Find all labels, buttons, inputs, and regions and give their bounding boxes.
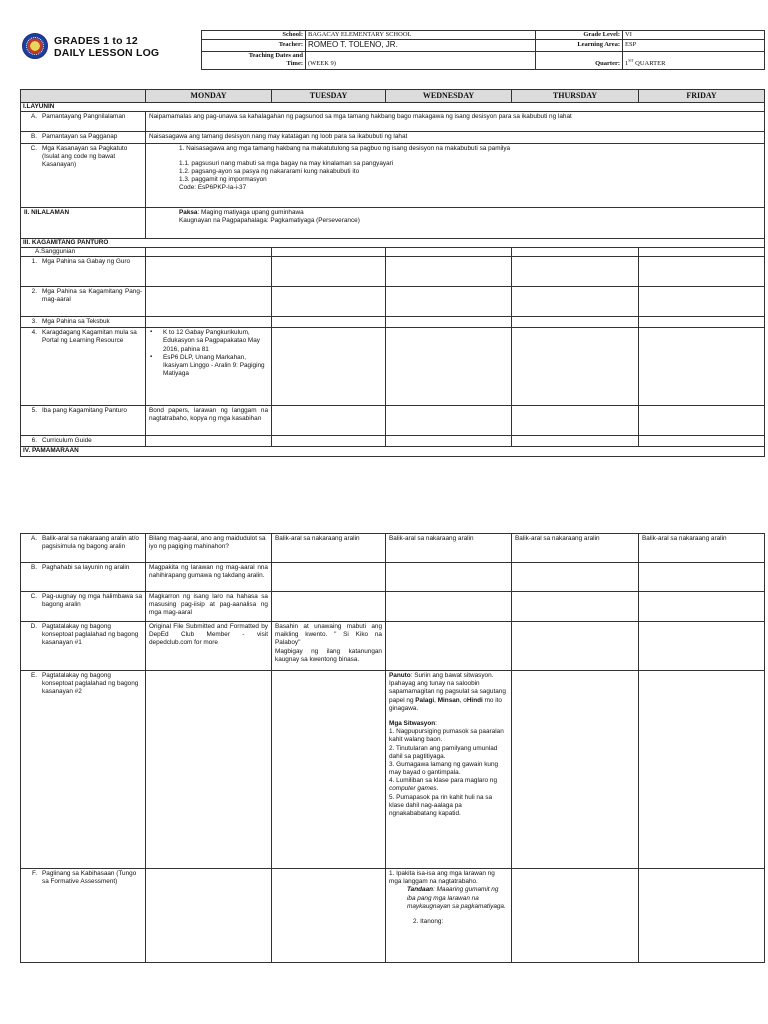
row-number: 1. bbox=[31, 257, 37, 265]
sitwasyon-title: Mga Sitwasyon bbox=[389, 719, 436, 727]
balik-aral-friday: Balik-aral sa nakaraang aralin bbox=[639, 534, 765, 563]
pamantayan-sa-pagganap-text: Naisasagawa ang tamang desisyon nang may katatagan ng loob para sa ikabubuti ng lahat bbox=[146, 132, 765, 143]
row-number: A. bbox=[30, 113, 37, 121]
day-header-tuesday: TUESDAY bbox=[272, 90, 386, 103]
row-label: Mga Pahina sa Teksbuk bbox=[42, 317, 110, 325]
row-label: Iba pang Kagamitang Panturo bbox=[42, 407, 127, 415]
kasanayan-code: Code: EsP6PKP-Ia-i-37 bbox=[179, 184, 247, 192]
row-number: B. bbox=[30, 564, 37, 571]
sitwasyon-2: 2. Tinutularan ang pamilyang umunlad dahil sa pagtitiyaga. bbox=[389, 744, 498, 760]
iba-pang-kagamitan-text: Bond papers, larawan ng langgam na nagtatrabaho, kopya ng mga kasabihan bbox=[146, 406, 272, 436]
day-header-row bbox=[21, 90, 765, 103]
row-number: F. bbox=[32, 870, 37, 877]
row-teksbuk bbox=[21, 316, 765, 327]
row-label: Pagtatalakay ng bagong konseptoat paglalahad ng bagong kasanayan #1 bbox=[42, 623, 139, 647]
teaching-dates-label bbox=[202, 51, 306, 69]
day-header-wednesday: WEDNESDAY bbox=[386, 90, 512, 103]
tandaan-text: : Maaaring gumamit ng iba pang mga larawan na maykaugnayan sa pagkamatiyaga. bbox=[407, 886, 506, 910]
row-karagdagang-kagamitan bbox=[21, 328, 765, 406]
quarter-number: 1 bbox=[625, 60, 629, 68]
kasanayan-main: 1. Naisasagawa ang mga tamang hakbang na makatutulong sa pagbuo ng isang desisyon na makabubuti sa pamilya bbox=[179, 144, 511, 152]
row-label: Paghahabi sa layunin ng aralin bbox=[42, 564, 130, 571]
pagtatalakay-1-tuesday-questions: Magbigay ng ilang katanungan kaugnay sa kwentong binasa. bbox=[275, 647, 382, 663]
paksa-label: Paksa bbox=[179, 208, 198, 216]
day-header-thursday: THURSDAY bbox=[512, 90, 639, 103]
paglinang-step-1: 1. Ipakita isa-isa ang mga larawan ng mga langgam na nagtatrabaho. bbox=[389, 870, 495, 886]
row-number: C. bbox=[30, 144, 37, 152]
row-number: B. bbox=[30, 133, 37, 141]
form-title-line1: GRADES 1 to 12 bbox=[54, 35, 138, 47]
quarter-word: QUARTER bbox=[633, 60, 666, 68]
quarter-value bbox=[623, 51, 765, 69]
day-header-friday: FRIDAY bbox=[639, 90, 765, 103]
teaching-dates-label-line1: Teaching Dates and bbox=[248, 52, 303, 60]
lesson-log-table-part1 bbox=[20, 89, 765, 457]
row-note-line2: Kasanayan) bbox=[42, 160, 77, 168]
quarter-label: Quarter: bbox=[536, 51, 623, 69]
paksa-text: : Maging matiyaga upang guminhawa bbox=[197, 208, 304, 216]
row-number: 2. bbox=[31, 287, 37, 295]
row-number: 6. bbox=[31, 437, 37, 445]
sanggunian-label: A.Sanggunian bbox=[21, 247, 146, 256]
row-number: D. bbox=[30, 623, 37, 630]
bullet-icon: ▪ bbox=[150, 329, 153, 336]
paglinang-wednesday bbox=[386, 869, 512, 963]
day-header-monday: MONDAY bbox=[146, 90, 272, 103]
row-label: Pamantayan sa Pagganap bbox=[42, 133, 118, 141]
row-number: C. bbox=[30, 593, 37, 600]
row-label: Mga Pahina sa Gabay ng Guro bbox=[42, 257, 131, 265]
row-pagtatalakay-1 bbox=[21, 622, 765, 671]
row-paghahabi bbox=[21, 563, 765, 592]
paglinang-step-2: 2. Itanong: bbox=[413, 917, 444, 925]
resource-1: K to 12 Gabay Pangkurikulum, Edukasyon sa Pagpapakatao May 2016, pahina 81 bbox=[163, 329, 260, 353]
row-number: 3. bbox=[31, 317, 37, 325]
row-curriculum-guide bbox=[21, 436, 765, 447]
row-pamantayan-sa-pagganap bbox=[21, 132, 765, 143]
kasanayan-sub-1: 1.1. pagsusuri nang mabuti sa mga bagay na may kinalaman sa pangyayari bbox=[179, 159, 394, 167]
row-number: 4. bbox=[31, 329, 37, 337]
row-note-line1: (Isulat ang code ng bawat bbox=[42, 152, 116, 160]
row-number: 5. bbox=[31, 407, 37, 415]
panuto-end: mo ito ginagawa. bbox=[389, 696, 502, 712]
row-number: E. bbox=[30, 672, 37, 679]
pagtatalakay-2-wednesday bbox=[386, 671, 512, 869]
resource-2: EsP6 DLP, Unang Markahan, Ikasiyam Linggo - Aralin 9: Pagiging Matiyaga bbox=[163, 353, 265, 378]
sitwasyon-5: 5. Pumapasok pa rin kahit huli na sa klase dahil nag-aalaga pa ngnakababatang kapatid. bbox=[389, 793, 493, 817]
paghahabi-monday: Magpakita ng larawan ng mag-aaral nna nahihirapang gumawa ng takdang aralin. bbox=[146, 563, 272, 592]
header-info-table bbox=[201, 30, 765, 70]
kasanayan-sub-2: 1.2. pagsang-ayon sa pasya ng nakararami kung nakabubuti ito bbox=[179, 167, 360, 175]
row-label: Pamantayang Pangnilalaman bbox=[42, 113, 126, 121]
grade-level-value: VI bbox=[623, 31, 765, 40]
sitwasyon-colon: : bbox=[435, 719, 437, 727]
sitwasyon-4-end: . bbox=[436, 785, 439, 793]
grade-level-label: Grade Level: bbox=[536, 31, 623, 40]
row-label: Curriculum Guide bbox=[42, 437, 92, 445]
row-kagamitang-pang-mag-aaral bbox=[21, 286, 765, 316]
section-kagamitang-panturo: III. KAGAMITANG PANTURO bbox=[21, 238, 765, 247]
balik-aral-wednesday: Balik-aral sa nakaraang aralin bbox=[386, 534, 512, 563]
separator: , o bbox=[459, 696, 467, 704]
row-label: Pag-uugnay ng mga halimbawa sa bagong aralin bbox=[42, 593, 142, 609]
row-iba-pang-kagamitan bbox=[21, 406, 765, 436]
row-label: Paglinang sa Kabihasaan (Tungo sa Formative Assessment) bbox=[42, 870, 137, 886]
pag-uugnay-monday: Magkarron ng isang laro na hahasa sa masusing pag-iisip at pag-aanalisa ng mga mag-aaral bbox=[146, 592, 272, 622]
teacher-label: Teacher: bbox=[202, 40, 306, 51]
kaugnayan-text: Kaugnayan na Pagpapahalaga: Pagkamatiyaga (Perseverance) bbox=[179, 216, 360, 224]
row-label: Mga Kasanayan sa Pagkatuto bbox=[42, 144, 128, 152]
row-label: Balik-aral sa nakaraang aralin at/o pagsisimula ng bagong aralin bbox=[42, 535, 139, 551]
section-pamamaraan: IV. PAMAMARAAN bbox=[21, 447, 765, 456]
row-label: Mga Pahina sa Kagamitang Pang-mag-aaral bbox=[42, 287, 142, 304]
panuto-label: Panuto bbox=[389, 672, 411, 679]
row-nilalaman bbox=[21, 207, 765, 238]
school-value: BAGACAY ELEMENTARY SCHOOL bbox=[306, 31, 536, 40]
option-minsan: Minsan bbox=[437, 696, 460, 704]
pagtatalakay-1-monday: Original File Submitted and Formatted by DepEd Club Member - visit depedclub.com for more bbox=[146, 622, 272, 671]
teaching-dates-label-line2: Time: bbox=[286, 60, 303, 68]
option-palagi: Palagi bbox=[415, 696, 435, 704]
row-pag-uugnay bbox=[21, 592, 765, 622]
pagtatalakay-1-tuesday-reading: Basahin at unawaing mabuti ang maikling kwento. " Si Kiko na Palaboy" bbox=[275, 623, 382, 647]
quarter-ordinal: ST bbox=[628, 58, 634, 64]
balik-aral-monday: Bilang mag-aaral, ano ang maidudulot sa iyo ng pagiging mahinahon? bbox=[146, 534, 272, 563]
sitwasyon-4-italic: computer games bbox=[389, 785, 437, 793]
sitwasyon-4 bbox=[389, 777, 508, 793]
option-hindi: Hindi bbox=[466, 696, 483, 704]
section-nilalaman: II. NILALAMAN bbox=[21, 207, 146, 238]
tandaan-label: Tandaan bbox=[407, 886, 434, 894]
deped-logo bbox=[22, 33, 48, 59]
section-layunin: I.LAYUNIN bbox=[21, 103, 765, 112]
pamantayang-pangnilalaman-text: Naipamamalas ang pag-unawa sa kahalagahan ng pagsunod sa mga tamang hakbang bago makagawa ng isang desisyon para sa ikabubuti ng lahat bbox=[146, 112, 765, 132]
learning-area-value: ESP bbox=[623, 40, 765, 51]
kasanayan-sub-3: 1.3. paggamit ng impormasyon bbox=[179, 176, 267, 184]
day-header-blank bbox=[21, 90, 146, 103]
balik-aral-tuesday: Balik-aral sa nakaraang aralin bbox=[272, 534, 386, 563]
separator: , bbox=[434, 696, 438, 704]
row-paglinang bbox=[21, 869, 765, 963]
bullet-icon: ▪ bbox=[150, 353, 153, 360]
row-number: A. bbox=[30, 535, 37, 542]
row-sanggunian bbox=[21, 247, 765, 256]
balik-aral-thursday: Balik-aral sa nakaraang aralin bbox=[512, 534, 639, 563]
sitwasyon-3: 3. Gumagawa lamang ng gawain kung may bayad o gantimpala. bbox=[389, 760, 499, 777]
learning-area-label: Learning Area: bbox=[536, 40, 623, 51]
teacher-value: ROMEO T. TOLENO, JR. bbox=[306, 40, 536, 51]
sitwasyon-4-text: 4. Lumiliban sa klase para maglaro ng bbox=[389, 777, 497, 785]
school-label: School: bbox=[202, 31, 306, 40]
row-label: Pagtatalakay ng bagong konseptoat paglalahad ng bagong kasanayan #2 bbox=[42, 672, 139, 696]
lesson-log-table-part2 bbox=[20, 533, 765, 963]
row-balik-aral bbox=[21, 534, 765, 563]
form-title bbox=[54, 35, 159, 59]
row-label: Karagdagang Kagamitan mula sa Portal ng Learning Resource bbox=[42, 329, 137, 345]
panuto-text: : Suriin ang bawat sitwasyon. Ipahayag ang tunay na saloobin sapamamagitan ng pagsulat sa sagutang papel ng bbox=[389, 672, 506, 704]
row-pagtatalakay-2 bbox=[21, 671, 765, 869]
form-title-line2: DAILY LESSON LOG bbox=[54, 47, 160, 60]
sitwasyon-1: 1. Nagpupursiging pumasok sa paaralan kahit walang baon. bbox=[389, 728, 504, 744]
row-gabay-ng-guro bbox=[21, 256, 765, 286]
row-pamantayang-pangnilalaman bbox=[21, 112, 765, 132]
teaching-dates-value: (WEEK 9) bbox=[306, 51, 536, 69]
row-mga-kasanayan bbox=[21, 143, 765, 207]
